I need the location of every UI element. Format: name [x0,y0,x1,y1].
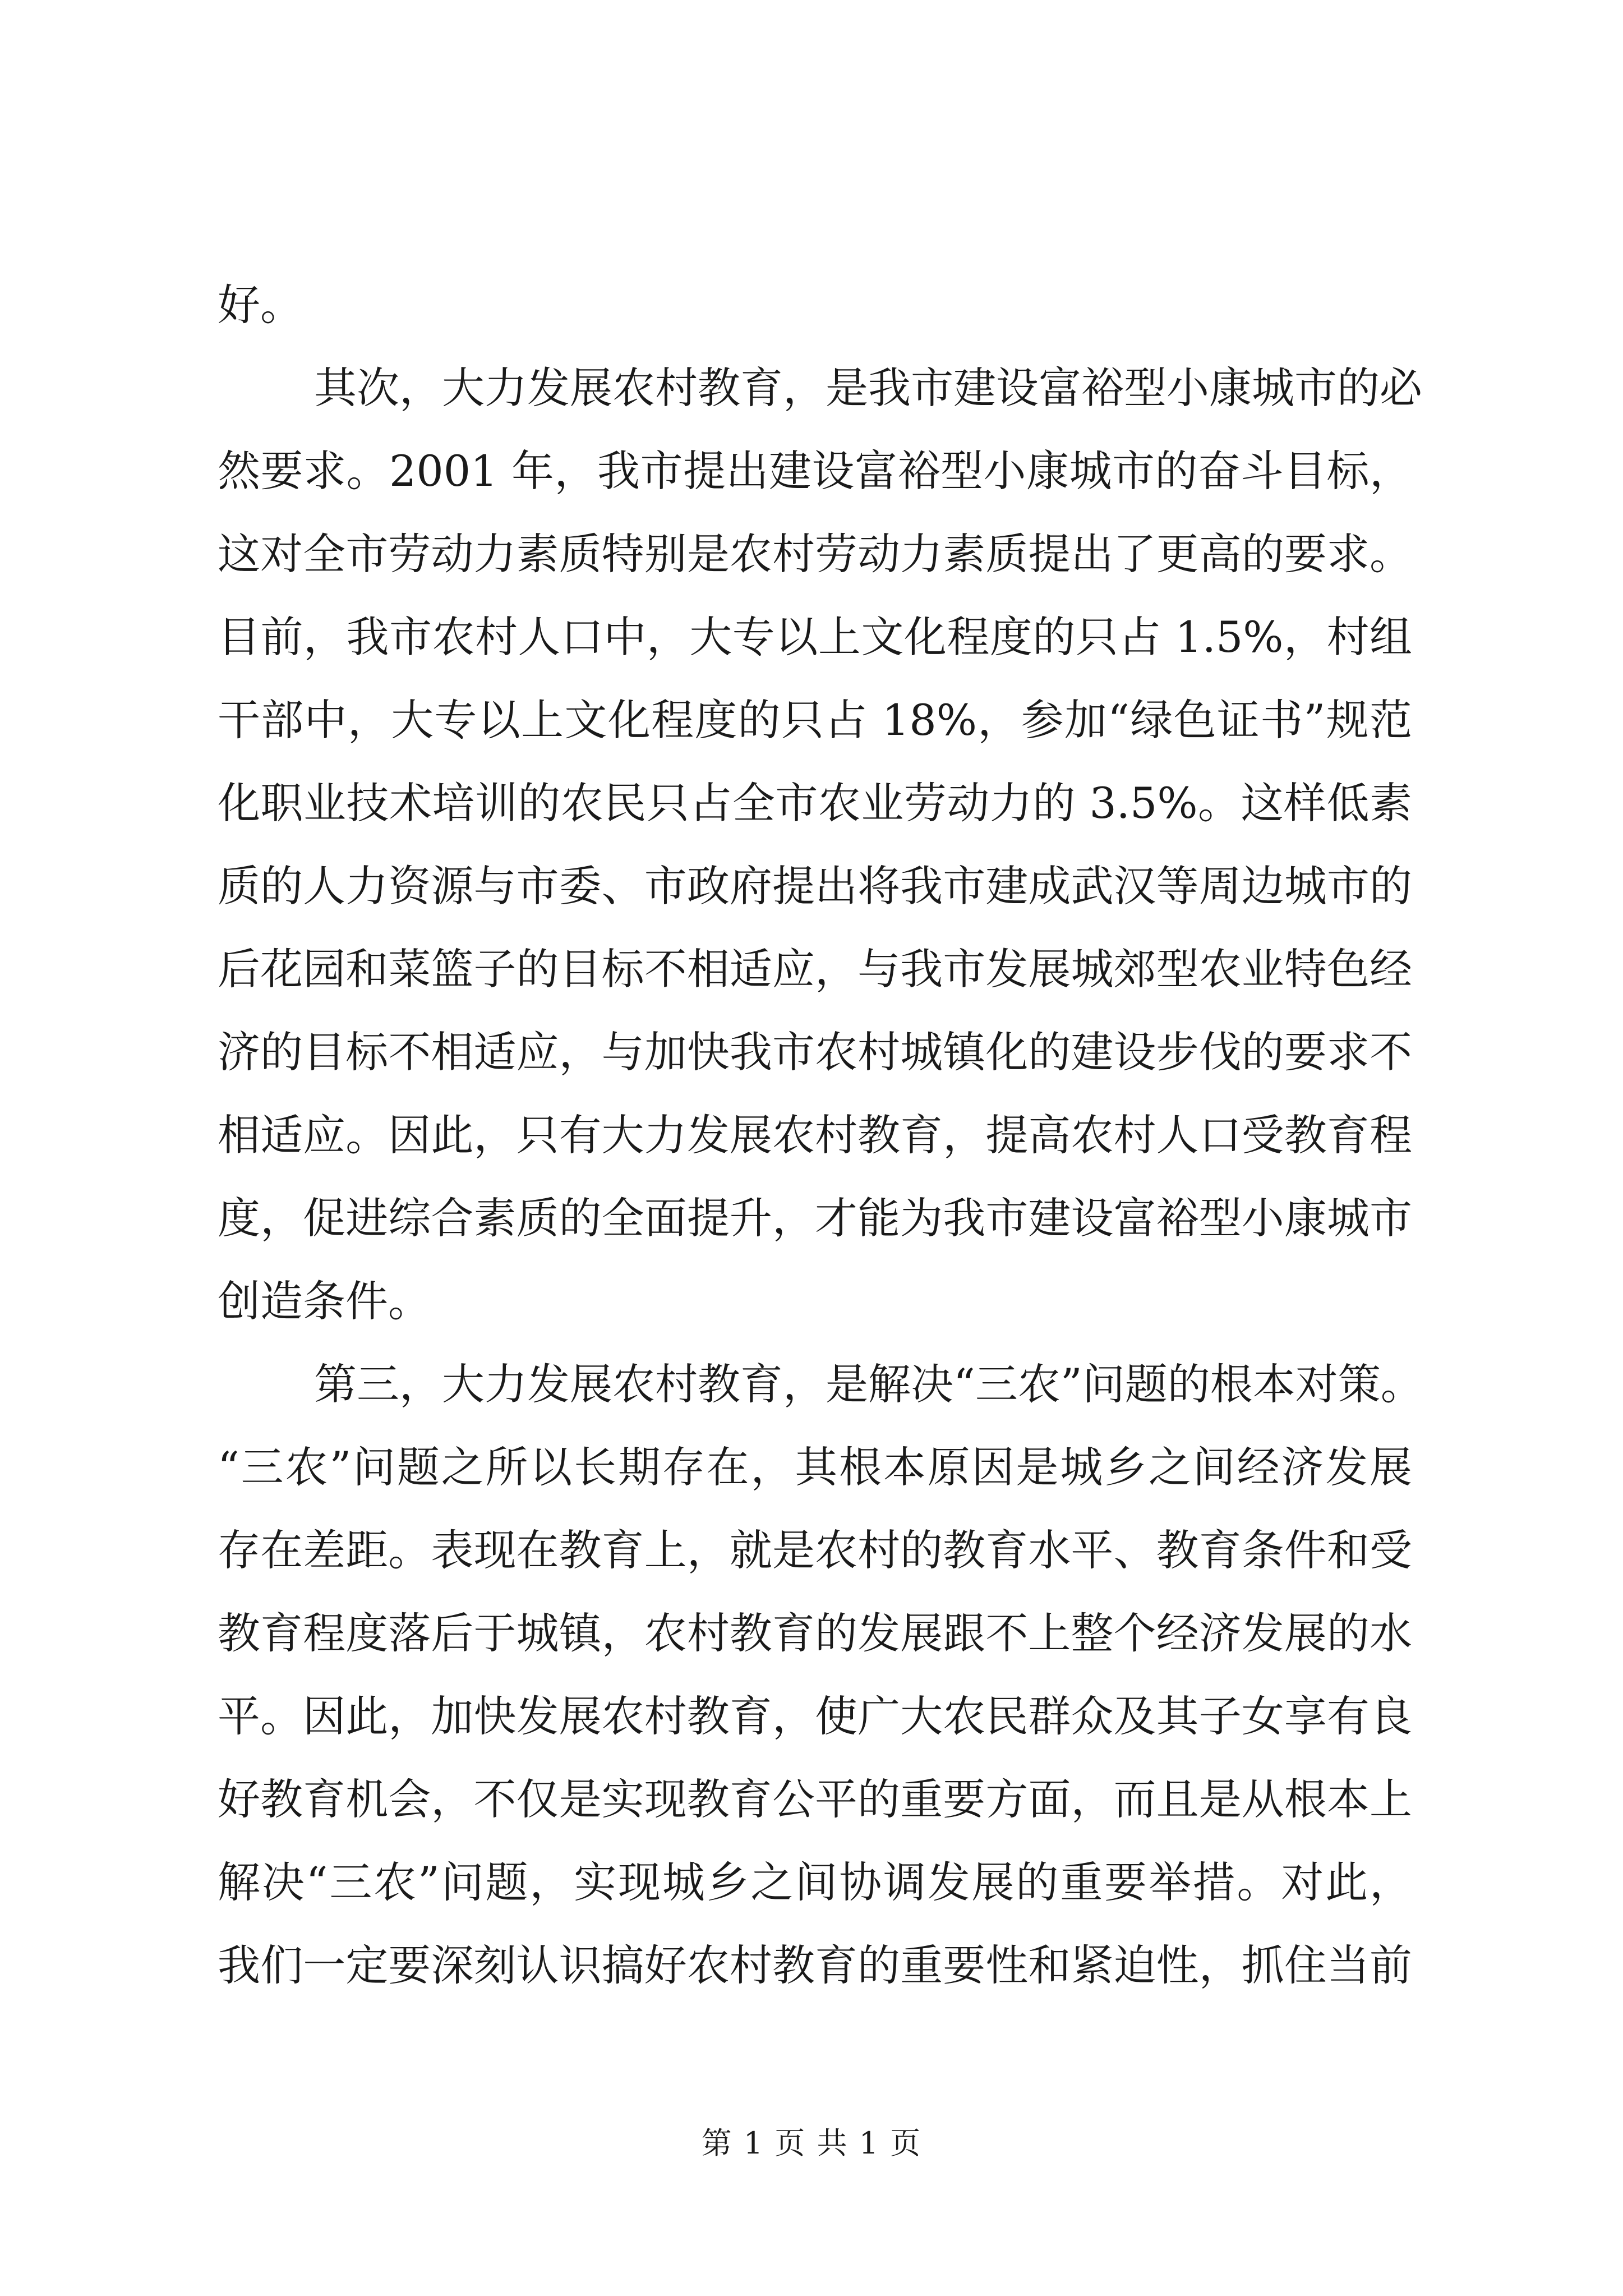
text-line: 教育程度落后于城镇，农村教育的发展跟不上整个经济发展的水 [218,1608,1412,1658]
text-line: 质的人力资源与市委、市政府提出将我市建成武汉等周边城市的 [218,861,1412,911]
text-line: 相适应。因此，只有大力发展农村教育，提高农村人口受教育程 [218,1110,1412,1160]
text-line: 好。 [218,280,303,330]
text-line: 其次，大力发展农村教育，是我市建设富裕型小康城市的必 [314,363,1422,413]
text-line: 好教育机会，不仅是实现教育公平的重要方面，而且是从根本上 [218,1774,1412,1824]
text-line: 目前，我市农村人口中，大专以上文化程度的只占 1.5%，村组 [218,612,1412,662]
text-line: “三农”问题之所以长期存在，其根本原因是城乡之间经济发展 [218,1442,1412,1492]
text-line: 济的目标不相适应，与加快我市农村城镇化的建设步伐的要求不 [218,1027,1412,1077]
text-line: 平。因此，加快发展农村教育，使广大农民群众及其子女享有良 [218,1691,1412,1741]
document-body [218,264,1423,2007]
text-line: 第三，大力发展农村教育，是解决“三农”问题的根本对策。 [314,1359,1423,1409]
text-line: 这对全市劳动力素质特别是农村劳动力素质提出了更高的要求。 [218,529,1412,579]
text-line: 存在差距。表现在教育上，就是农村的教育水平、教育条件和受 [218,1525,1412,1575]
text-line: 解决“三农”问题，实现城乡之间协调发展的重要举措。对此， [218,1857,1412,1907]
text-line: 我们一定要深刻认识搞好农村教育的重要性和紧迫性，抓住当前 [218,1940,1412,1990]
text-line: 后花园和菜篮子的目标不相适应，与我市发展城郊型农业特色经 [218,944,1412,994]
text-line: 然要求。2001 年，我市提出建设富裕型小康城市的奋斗目标， [218,446,1412,496]
text-line: 干部中，大专以上文化程度的只占 18%，参加“绿色证书”规范 [218,695,1412,745]
page-number-footer: 第 1 页 共 1 页 [701,2125,922,2161]
text-line: 度，促进综合素质的全面提升，才能为我市建设富裕型小康城市 [218,1193,1412,1243]
text-line: 创造条件。 [218,1276,431,1326]
text-line: 化职业技术培训的农民只占全市农业劳动力的 3.5%。这样低素 [218,778,1412,828]
